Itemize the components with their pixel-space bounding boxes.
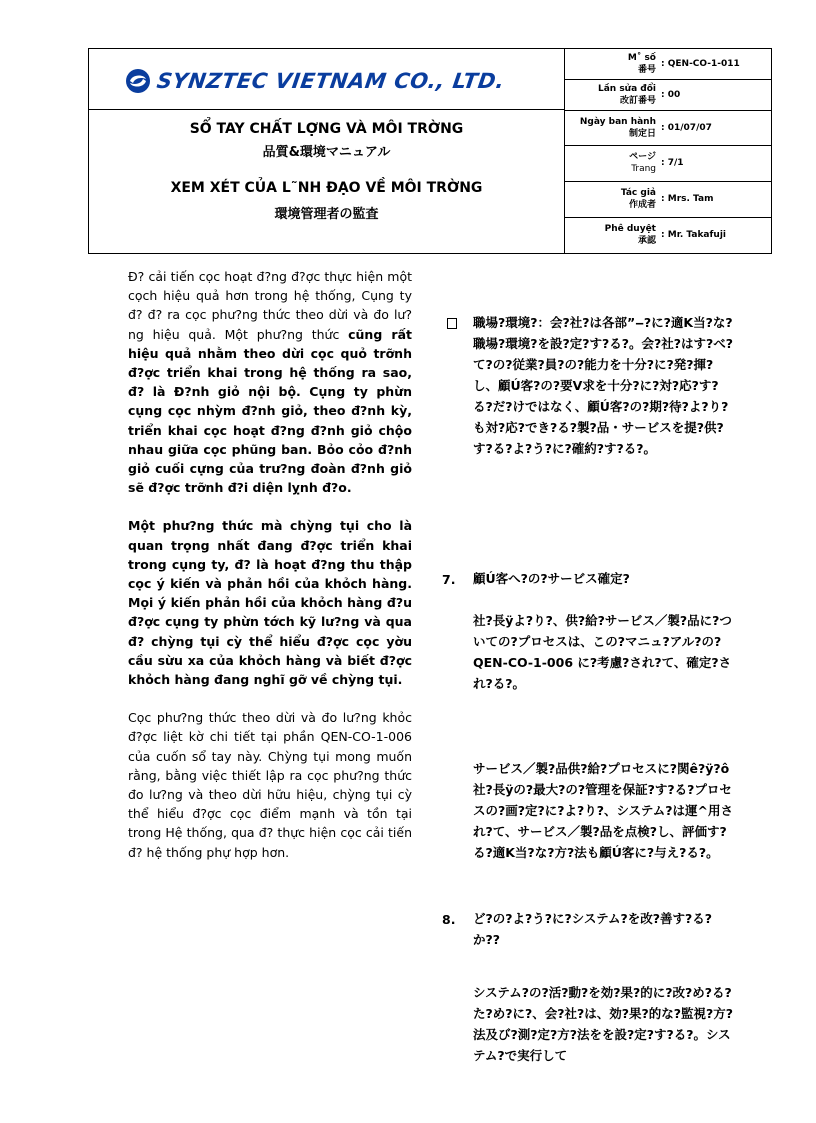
paragraph: システム?の?活?動?を効?果?的に?改?め?る?た?め?に?、会?社?は、効?果?的な?監視?方?法及び?測?定?方?法をを設?定?す?る?。システム?で実行して [473, 985, 734, 1063]
meta-label: M˚ số [627, 53, 656, 63]
meta-label: Phê duyệt [604, 224, 656, 234]
meta-label-jp: 改訂番号 [619, 96, 656, 106]
bullet-square-icon [447, 318, 457, 329]
paragraph-text: Đ? cải tiến cọc hoạt đ?ng đ?ợc thực hiện một cọch hiệu quả hơn trong hệ thống, Cụng ty đ? đ? ra cọc phư?ng thức theo dừi và đo lư?ng hiệu quả. Một phư?ng thức [128, 269, 412, 342]
paragraph: 社?長ÿよ?り?、供?給?サービス／製?品に?ついての?プロセスは、この?マニュ?アル?の?QEN-CO-1-006 に?考慮?され?て、確定?され?る?。 [473, 613, 732, 691]
meta-value: : 00 [661, 90, 681, 100]
meta-label-jp: 作成者 [628, 200, 656, 210]
meta-value: : QEN-CO-1-011 [661, 59, 740, 69]
meta-label-jp: ページ [629, 152, 656, 162]
section-title: XEM XÉT CỦA L˜NH ĐẠO VỀ MÔI TRỜNG [170, 180, 483, 196]
meta-label: Tác giả [620, 188, 656, 198]
meta-page [565, 146, 771, 182]
meta-issue-date [565, 111, 771, 146]
section-number: 8. [442, 912, 456, 927]
paragraph [128, 267, 412, 497]
meta-author [565, 182, 771, 218]
paragraph: Cọc phư?ng thức theo dừi và đo lư?ng khỏc đ?ợc liệt kờ chi tiết tại phần QEN-CO-1-006 của cuốn sổ tay này. Chỳng tụi mong muốn rằng, bằng việc thiết lập ra cọc phư?ng thức đo lư?ng và theo dừi hữu hiệu, chỳng tụi cỳ thể hiểu đ?ợc cọc điểm mạnh và tồn tại trong Hệ thống, qua đ? thực hiện cọc cải tiến đ? hệ thống phự hợp hơn. [128, 710, 412, 860]
meta-value: : 7/1 [661, 158, 684, 168]
left-column [128, 267, 412, 862]
bullet-paragraph: 職場?環境?：会?社?は各部”‒?に?適K当?な?職場?環境?を設?定?す?る?。会?社?はす?べ?て?の?従業?員?の?能力を十分?に?発?揮?し、顧Ú客?の?要V求を十分?に?対?応?す?る?だ?けではなく、顧Ú客?の?期?待?よ?り?も対?応?でき?る?製?品・サービスを提?供?す?る?よ?う?に?確約?す?る?。 [473, 315, 734, 456]
paragraph: Một phư?ng thức mà chỳng tụi cho là quan trọng nhất đang đ?ợc triển khai trong cụng ty, đ? là hoạt đ?ng thu thập cọc ý kiến và phản hồi của khỏch hàng. Mọi ý kiến phản hồi của khỏch hàng đ?u đ?ợc cụng ty phừn tớch kỹ lư?ng và qua đ? chỳng tụi cỳ thể hiểu đ?ợc cọc yờu cầu sừu xa của khỏch hàng và biết đ?ợc khỏch hàng đang nghĩ gỡ về chỳng tụi. [128, 518, 412, 688]
meta-label-jp: 制定日 [628, 129, 656, 139]
title-block [89, 109, 564, 253]
meta-label-jp: 番号 [637, 65, 656, 75]
meta-value: : 01/07/07 [661, 123, 712, 133]
swirl-logo-icon [125, 68, 151, 94]
manual-title: SỔ TAY CHẤT LỢNG VÀ MÔI TRỜNG [189, 121, 464, 137]
meta-value: : Mr. Takafuji [661, 230, 726, 240]
meta-label: Trang [631, 164, 656, 174]
paragraph-text-bold: cũng rất hiệu quả nhằm theo dừi cọc quỏ trỡnh đ?ợc triển khai trong hệ thống ra sao, đ? là Đ?nh giỏ nội bộ. Cụng ty phừn cụng cọc nhỳm đ?nh giỏ, theo đ?nh kỳ, triển khai cọc hoạt đ?ng đ?nh giỏ chộo nhau giữa cọc phũng ban. Bỏo cỏo đ?nh giỏ cuối cựng của trư?ng đoàn đ?nh giỏ sẽ đ?ợc trỡnh đ?i diện lỵnh đ?o. [128, 326, 412, 496]
meta-label-jp: 承認 [637, 236, 656, 246]
company-logo [125, 63, 505, 99]
meta-code [565, 49, 771, 80]
manual-title-jp: 品質&環境マニュアル [262, 145, 391, 160]
header-table [88, 48, 772, 254]
meta-value: : Mrs. Tam [661, 194, 714, 204]
section-heading: 顧Ú客へ?の?サービス確定? [473, 571, 630, 586]
meta-label: Lần sửa đổi [597, 84, 656, 94]
meta-approver [565, 218, 771, 253]
paragraph: サービス／製?品供?給?プロセスに?関ê?ÿ?ô社?長ÿの?最大?の?管理を保証?す?る?プロセスの?画?定?に?よ?り?、システム?は運^用され?て、サービス／製?品を点検?し、評価す?る?適K当?な?方?法も顧Ú客に?与え?る?。 [473, 761, 733, 860]
section-heading: ど?の?よ?う?に?システム?を改?善す?る?か?? [473, 911, 713, 947]
meta-label: Ngày ban hành [579, 117, 656, 127]
company-name: SYNZTEC VIETNAM CO., LTD. [155, 69, 507, 93]
meta-revision [565, 80, 771, 111]
section-title-jp: 環境管理者の監査 [274, 207, 379, 222]
section-number: 7. [442, 572, 456, 587]
